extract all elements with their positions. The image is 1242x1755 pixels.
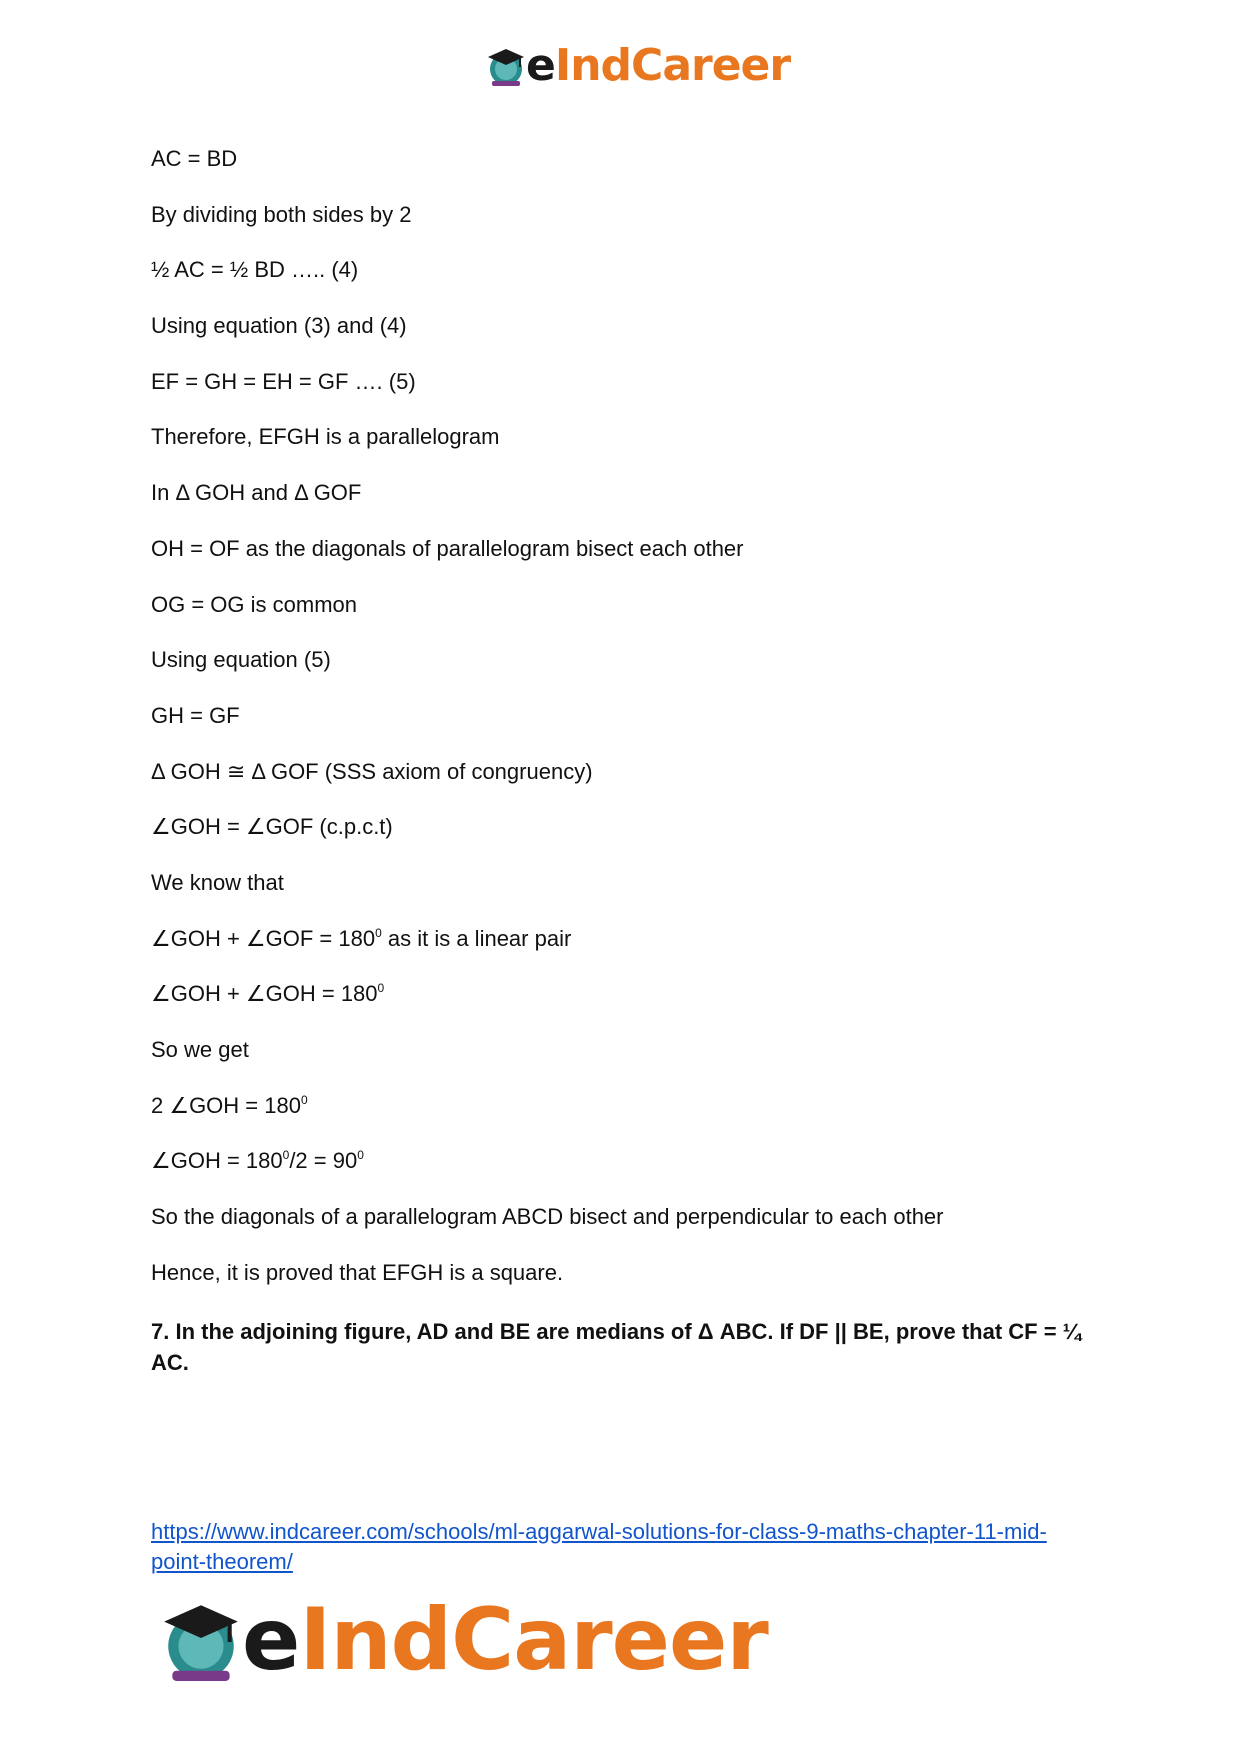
- text-line: So the diagonals of a parallelogram ABCD bisect and perpendicular to each other: [151, 1204, 944, 1230]
- text-segment: ∠GOH + ∠GOF = 180: [151, 925, 376, 951]
- degree-superscript: 0: [377, 981, 385, 996]
- text-line: OH = OF as the diagonals of parallelogram bisect each other: [151, 535, 744, 561]
- text-segment: 2 ∠GOH = 180: [151, 1092, 301, 1118]
- text-line: Using equation (3) and (4): [151, 313, 407, 339]
- text-line: Hence, it is proved that EFGH is a square.: [151, 1259, 564, 1285]
- text-segment: ∠GOH = 180: [151, 1148, 283, 1174]
- logo-wordmark: eIndCareer: [526, 40, 791, 91]
- text-line: Using equation (5): [151, 647, 331, 673]
- text-line: [151, 981, 1091, 1007]
- graduation-globe-icon: [160, 1597, 242, 1683]
- degree-superscript: 0: [300, 1092, 308, 1107]
- text-line: So we get: [151, 1037, 249, 1062]
- footer-logo: [160, 1590, 768, 1690]
- text-line: GH = GF: [151, 702, 240, 728]
- text-line: [151, 926, 1091, 952]
- source-link[interactable]: https://www.indcareer.com/schools/ml-aggarwal-solutions-for-class-9-maths-chapter-11-mid-point-theorem/: [151, 1519, 1047, 1574]
- text-segment: ∠GOH + ∠GOH = 180: [151, 981, 378, 1007]
- degree-superscript: 0: [282, 1148, 290, 1163]
- text-segment: /2 = 90: [289, 1148, 358, 1174]
- text-line: We know that: [151, 869, 284, 895]
- degree-superscript: 0: [375, 925, 382, 940]
- text-line: Therefore, EFGH is a parallelogram: [151, 424, 500, 450]
- text-line: [151, 1093, 1091, 1119]
- logo-wordmark: eIndCareer: [242, 1590, 768, 1690]
- text-segment: as it is a linear pair: [381, 925, 572, 951]
- text-line: [151, 1148, 1091, 1174]
- header-logo: [486, 40, 790, 91]
- text-line: By dividing both sides by 2: [151, 201, 412, 227]
- text-line: ∠GOH = ∠GOF (c.p.c.t): [151, 814, 393, 840]
- degree-superscript: 0: [357, 1148, 364, 1163]
- text-line: ½ AC = ½ BD ….. (4): [151, 257, 359, 283]
- graduation-globe-icon: [486, 45, 526, 87]
- text-line: EF = GH = EH = GF …. (5): [151, 368, 416, 394]
- text-line: OG = OG is common: [151, 591, 357, 617]
- question-7: 7. In the adjoining figure, AD and BE are medians of Δ ABC. If DF || BE, prove that CF = ¼ AC.: [151, 1319, 1082, 1375]
- text-line: Δ GOH ≅ Δ GOF (SSS axiom of congruency): [151, 758, 593, 784]
- document-body: [151, 146, 1091, 1315]
- text-line: AC = BD: [151, 146, 238, 171]
- text-line: In Δ GOH and Δ GOF: [151, 480, 362, 506]
